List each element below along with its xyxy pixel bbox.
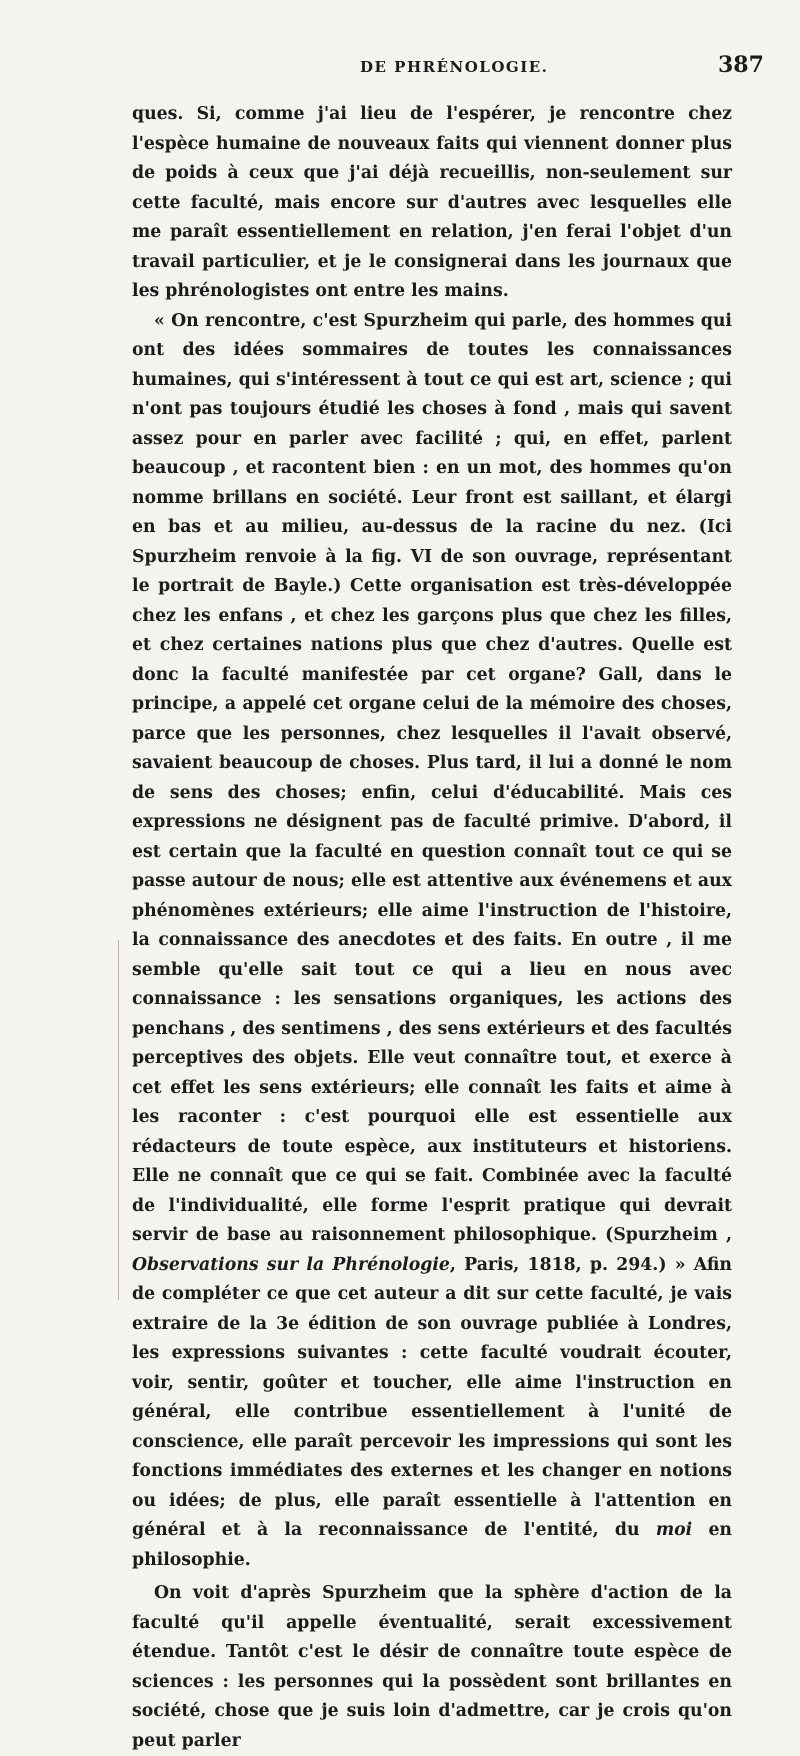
paragraph-2-part-c: en philosophie.: [132, 1520, 733, 1570]
body-text: [132, 100, 732, 1756]
paragraph-3: On voit d'après Spurzheim que la sphère d'action de la faculté qu'il appelle éventualité, serait excessivement étendue. Tantôt c'est le désir de connaître toute espèce de sciences : les personnes qui la possèdent sont brillantes en société, chose que je suis loin d'admettre, car je crois qu'on peut parler: [132, 1583, 732, 1751]
paragraph-2: [132, 307, 732, 1576]
paragraph-2-part-a: « On rencontre, c'est Spurzheim qui parle, des hommes qui ont des idées sommaires de toutes les connaissances humaines, qui s'intéressent à tout ce qui est art, science ; qui n'ont pas toujours étudié les choses à fond , mais qui savent assez pour en parler avec facilité ; qui, en effet, parlent beaucoup , et racontent bien : en un mot, des hommes qu'on nomme brillans en société. Leur front est saillant, et élargi en bas et au milieu, au-dessus de la racine du nez. (Ici Spurzheim renvoie à la fig. VI de son ouvrage, représentant le portrait de Bayle.) Cette organisation est très-développée chez les enfans , et chez les garçons plus que chez les filles, et chez certaines nations plus que chez d'autres. Quelle est donc la faculté manifestée par cet organe? Gall, dans le principe, a appelé cet organe celui de la mémoire des choses, parce que les personnes, chez lesquelles il l'avait observé, savaient beaucoup de choses. Plus tard, il lui a donné le nom de sens des choses; enfin, celui d'éducabilité. Mais ces expressions ne désignent pas de faculté primive. D'abord, il est certain que la faculté en question connaît tout ce qui se passe autour de nous; elle est attentive aux événemens et aux phénomènes extérieurs; elle aime l'instruction de l'histoire, la connaissance des anecdotes et des faits. En outre , il me semble qu'elle sait tout ce qui a lieu en nous avec connaissance : les sensations organiques, les actions des penchans , des sentimens , des sens extérieurs et des facultés perceptives des objets. Elle veut connaître tout, et exerce à cet effet les sens extérieurs; elle connaît les faits et aime à les raconter : c'est pourquoi elle est essentielle aux rédacteurs de toute espèce, aux instituteurs et historiens. Elle ne connaît que ce qui se fait. Combinée avec la faculté de l'individualité, elle forme l'esprit pratique qui devrait servir de base au raisonnement philosophique. (Spurzheim ,: [132, 310, 732, 1245]
emphasis-moi: moi: [655, 1520, 693, 1540]
running-title: DE PHRÉNOLOGIE.: [360, 58, 549, 76]
paragraph-2-part-b: , Paris, 1818, p. 294.) » Afin de compléter ce que cet auteur a dit sur cette faculté, je vais extraire de la 3e édition de son ouvrage publiée à Londres, les expressions suivantes : cette faculté voudrait écouter, voir, sentir, goûter et toucher, elle aime l'instruction en général, elle contribue essentiellement à l'unité de conscience, elle paraît percevoir les impressions qui sont les fonctions immédiates des externes et les changer en notions ou idées; de plus, elle paraît essentielle à l'attention en général et à la reconnaissance de l'entité, du: [132, 1254, 732, 1540]
page-number: 387: [718, 52, 764, 78]
paragraph-1: ques. Si, comme j'ai lieu de l'espérer, je rencontre chez l'espèce humaine de nouveaux faits qui viennent donner plus de poids à ceux que j'ai déjà recueillis, non-seulement sur cette faculté, mais encore sur d'autres avec lesquelles elle me paraît essentiellement en relation, j'en ferai l'objet d'un travail particulier, et je le consignerai dans les journaux que les phrénologistes ont entre les mains.: [132, 104, 732, 301]
running-head: [0, 52, 800, 82]
citation-title: Observations sur la Phrénologie: [132, 1254, 450, 1275]
margin-rule: [118, 940, 119, 1300]
